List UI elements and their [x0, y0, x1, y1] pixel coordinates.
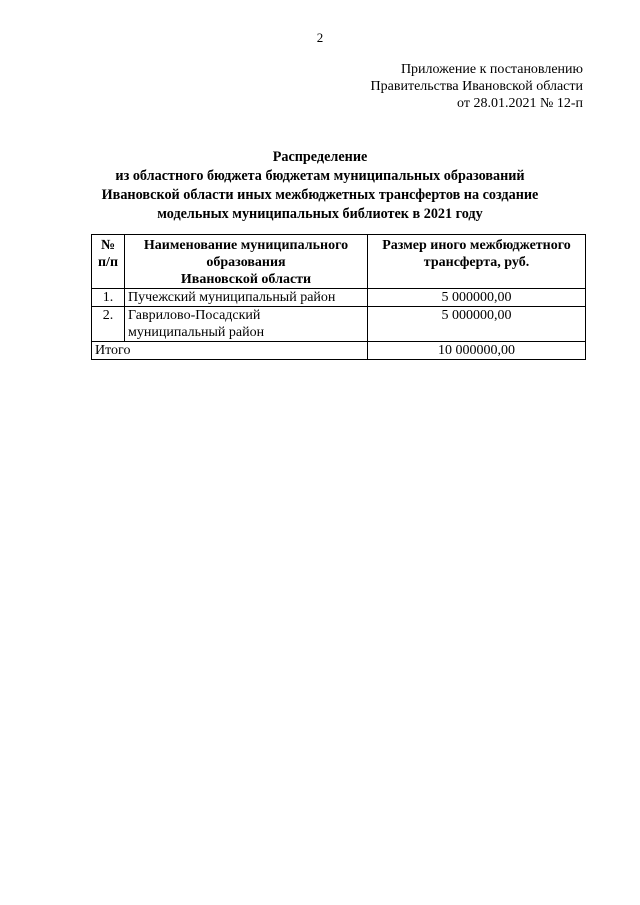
header-name: [125, 235, 368, 289]
header-number: [92, 235, 125, 289]
page-number: 2: [316, 30, 324, 45]
row-name-line-2: муниципальный район: [128, 325, 265, 340]
appendix-note: [371, 61, 583, 112]
row-name-line-1: Пучежский муниципальный район: [128, 290, 336, 305]
header-amount: [368, 235, 586, 289]
header-amount-line-2: трансферта, руб.: [423, 255, 530, 270]
row-name: [125, 289, 368, 307]
table-header-row: [92, 235, 586, 289]
heading-line-3: Ивановской области иных межбюджетных трансфертов на создание: [101, 187, 539, 203]
table-row: [92, 289, 586, 307]
header-name-line-1: Наименование муниципального: [143, 238, 349, 253]
table-row: [92, 307, 586, 342]
total-label: Итого: [92, 342, 368, 360]
header-name-line-2: образования: [206, 255, 286, 270]
header-number-line-2: п/п: [97, 255, 119, 270]
table-total-row: [92, 342, 586, 360]
heading-line-2: из областного бюджета бюджетам муниципальных образований: [115, 168, 525, 184]
row-amount: 5 000000,00: [368, 289, 586, 307]
appendix-line-3: от 28.01.2021 № 12-п: [457, 96, 583, 111]
distribution-table: [91, 234, 586, 360]
document-heading: [60, 148, 580, 224]
header-name-line-3: Ивановской области: [180, 272, 312, 287]
header-number-line-1: №: [100, 238, 116, 253]
header-amount-line-1: Размер иного межбюджетного: [382, 238, 571, 253]
heading-line-4: модельных муниципальных библиотек в 2021 году: [157, 206, 483, 222]
total-amount: 10 000000,00: [368, 342, 586, 360]
row-number: 1.: [92, 289, 125, 307]
heading-line-1: Распределение: [272, 149, 368, 165]
row-name-line-1: Гаврилово-Посадский: [128, 308, 261, 323]
appendix-line-1: Приложение к постановлению: [400, 62, 583, 77]
row-amount: 5 000000,00: [368, 307, 586, 342]
appendix-line-2: Правительства Ивановской области: [370, 79, 583, 94]
row-number: 2.: [92, 307, 125, 342]
row-name: [125, 307, 368, 342]
